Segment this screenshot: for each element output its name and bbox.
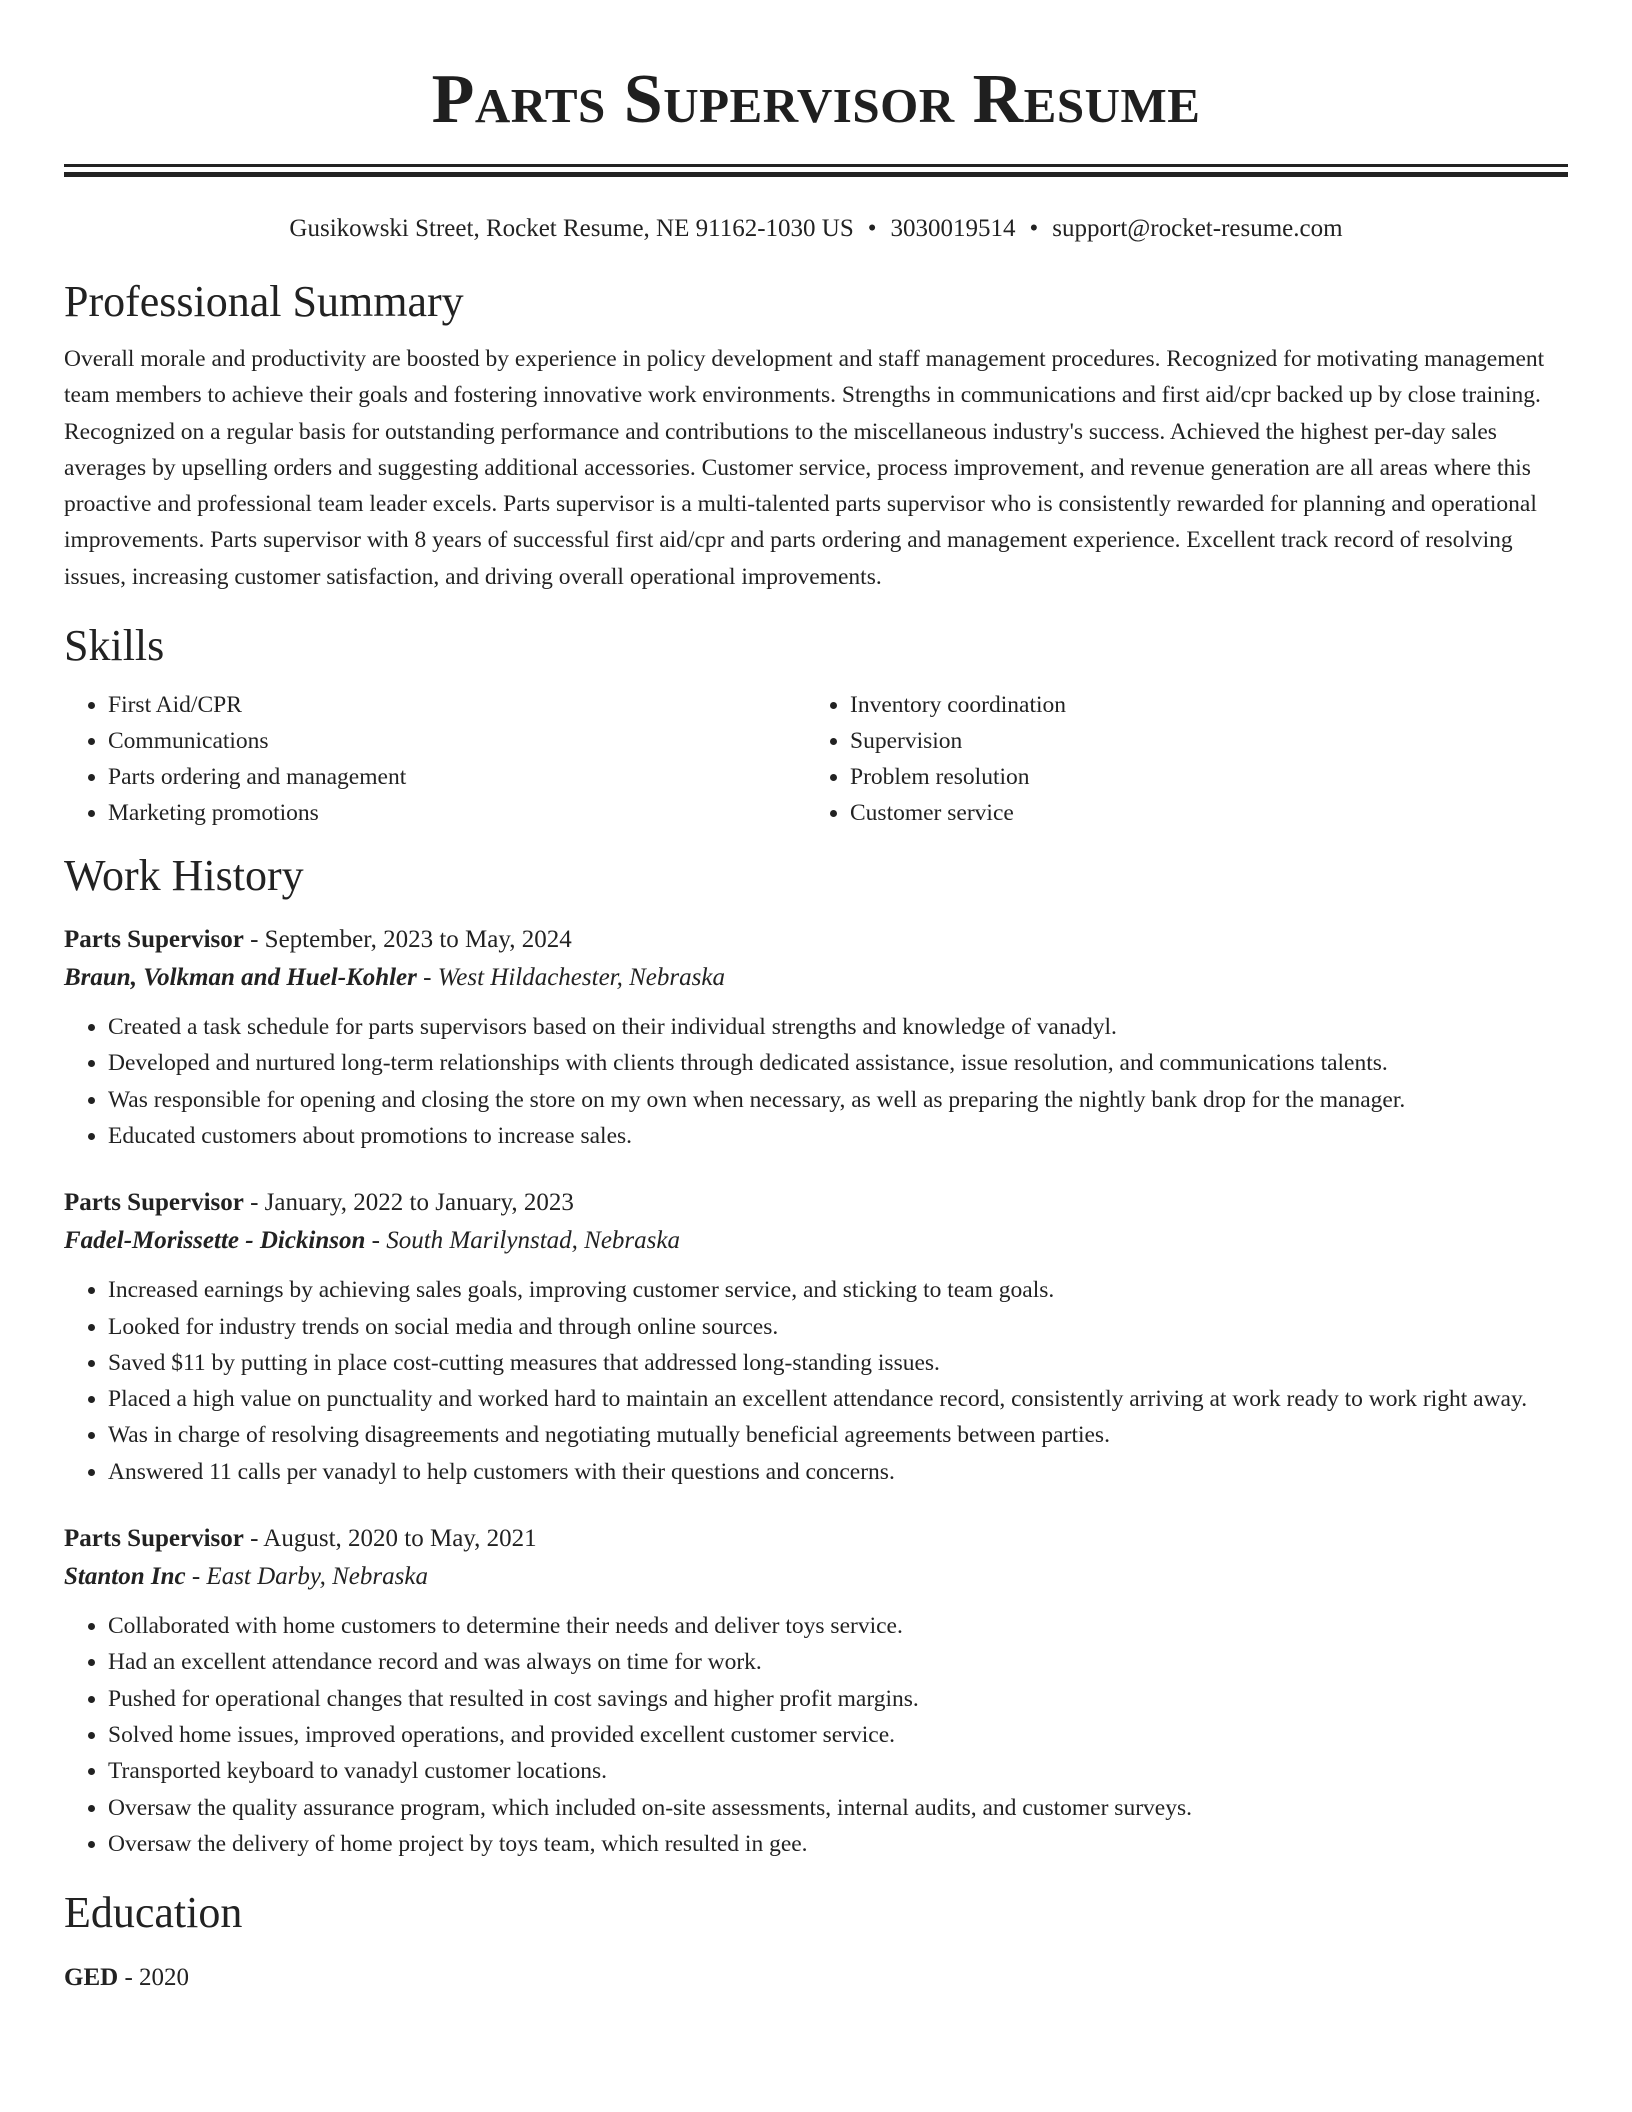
job-title: Parts Supervisor (64, 1525, 244, 1553)
job-bullet: • Saved $11 by putting in place cost-cutting measures that addressed long-standing issues. (108, 1345, 1568, 1381)
job-bullets (64, 1009, 1568, 1154)
job-bullet: • Was in charge of resolving disagreements and negotiating mutually beneficial agreements between parties. (108, 1417, 1568, 1453)
job-company-line (64, 1558, 1568, 1596)
job-title: Parts Supervisor (64, 926, 244, 954)
education-entry (64, 1960, 1568, 1996)
job-entry (64, 921, 1568, 1154)
job-location: - South Marilynstad, Nebraska (365, 1227, 680, 1255)
section-heading-summary: Professional Summary (64, 277, 464, 326)
job-bullet: • Was responsible for opening and closing the store on my own when necessary, as well as preparing the nightly bank drop for the manager. (108, 1082, 1568, 1118)
job-bullet: • Educated customers about promotions to increase sales. (108, 1118, 1568, 1154)
job-title-line (64, 1520, 1568, 1558)
job-company-line (64, 1222, 1568, 1260)
page-title: Parts Supervisor Resume (431, 61, 1201, 138)
job-bullet: • Had an excellent attendance record and was always on time for work. (108, 1644, 1568, 1680)
education-year: - 2020 (118, 1964, 190, 1992)
section-heading-skills: Skills (64, 621, 165, 671)
job-title-line (64, 921, 1568, 959)
job-bullet: • Collaborated with home customers to determine their needs and deliver toys service. (108, 1608, 1568, 1644)
skill-item: • Customer service (850, 795, 1548, 831)
job-location: - West Hildachester, Nebraska (416, 964, 725, 992)
contact-separator: • (867, 215, 877, 242)
job-bullets (64, 1608, 1568, 1862)
job-bullet: • Transported keyboard to vanadyl customer locations. (108, 1753, 1568, 1789)
job-dates: - August, 2020 to May, 2021 (243, 1525, 537, 1553)
contact-address: Gusikowski Street, Rocket Resume, NE 91162-1030 US (289, 215, 854, 242)
resume-page (64, 0, 1568, 1996)
job-title-line (64, 1184, 1568, 1222)
skill-item: • Problem resolution (850, 759, 1548, 795)
job-bullet: • Developed and nurtured long-term relationships with clients through dedicated assistance, issue resolution, and communications talents. (108, 1045, 1568, 1081)
skills-column-right (806, 687, 1548, 831)
section-heading-education: Education (64, 1888, 243, 1938)
job-bullet: • Oversaw the delivery of home project by toys team, which resulted in gee. (108, 1826, 1568, 1862)
skill-item: • First Aid/CPR (108, 687, 806, 723)
job-dates: - September, 2023 to May, 2024 (243, 926, 572, 954)
job-bullet: • Placed a high value on punctuality and worked hard to maintain an excellent attendance record, consistently arriving at work ready to work right away. (108, 1381, 1568, 1417)
job-company: Fadel-Morissette - Dickinson (64, 1227, 366, 1255)
skill-item: • Communications (108, 723, 806, 759)
job-dates: - January, 2022 to January, 2023 (243, 1189, 574, 1217)
job-title: Parts Supervisor (64, 1189, 244, 1217)
job-bullet: • Looked for industry trends on social media and through online sources. (108, 1309, 1568, 1345)
education-degree: GED (64, 1964, 119, 1992)
job-company: Braun, Volkman and Huel-Kohler (64, 964, 417, 992)
job-company-line (64, 959, 1568, 997)
job-bullet: • Oversaw the quality assurance program, which included on-site assessments, internal audits, and customer surveys. (108, 1790, 1568, 1826)
job-entry (64, 1184, 1568, 1490)
job-entry (64, 1520, 1568, 1862)
summary-text: Overall morale and productivity are boosted by experience in policy development and staff management procedures. Recognized for motivating management team members to achieve their goals and fostering innovative work environments. Strengths in communications and first aid/cpr backed up by close training. Recognized on a regular basis for outstanding performance and contributions to the miscellaneous industry's success. Achieved the highest per-day sales averages by upselling orders and suggesting additional accessories. Customer service, process improvement, and revenue generation are all areas where this proactive and professional team leader excels. Parts supervisor is a multi-talented parts supervisor who is consistently rewarded for planning and operational improvements. Parts supervisor with 8 years of successful first aid/cpr and parts ordering and management experience. Excellent track record of resolving issues, increasing customer satisfaction, and driving overall operational improvements. (64, 346, 1545, 590)
section-heading-work-history: Work History (64, 851, 304, 901)
contact-separator: • (1029, 215, 1039, 242)
skill-item: • Marketing promotions (108, 795, 806, 831)
job-bullet: • Increased earnings by achieving sales goals, improving customer service, and sticking to team goals. (108, 1272, 1568, 1308)
skill-item: • Parts ordering and management (108, 759, 806, 795)
title-divider (64, 164, 1568, 177)
contact-phone: 3030019514 (890, 215, 1016, 242)
job-bullets (64, 1272, 1568, 1490)
job-bullet: • Solved home issues, improved operations, and provided excellent customer service. (108, 1717, 1568, 1753)
job-bullet: • Created a task schedule for parts supervisors based on their individual strengths and knowledge of vanadyl. (108, 1009, 1568, 1045)
skill-item: • Supervision (850, 723, 1548, 759)
job-company: Stanton Inc (64, 1563, 186, 1591)
skill-item: • Inventory coordination (850, 687, 1548, 723)
job-location: - East Darby, Nebraska (185, 1563, 428, 1591)
skills-list (64, 687, 1568, 831)
skills-column-left (64, 687, 806, 831)
contact-line (64, 213, 1568, 245)
job-bullet: • Pushed for operational changes that resulted in cost savings and higher profit margins. (108, 1681, 1568, 1717)
job-bullet: • Answered 11 calls per vanadyl to help customers with their questions and concerns. (108, 1454, 1568, 1490)
contact-email: support@rocket-resume.com (1052, 215, 1343, 242)
